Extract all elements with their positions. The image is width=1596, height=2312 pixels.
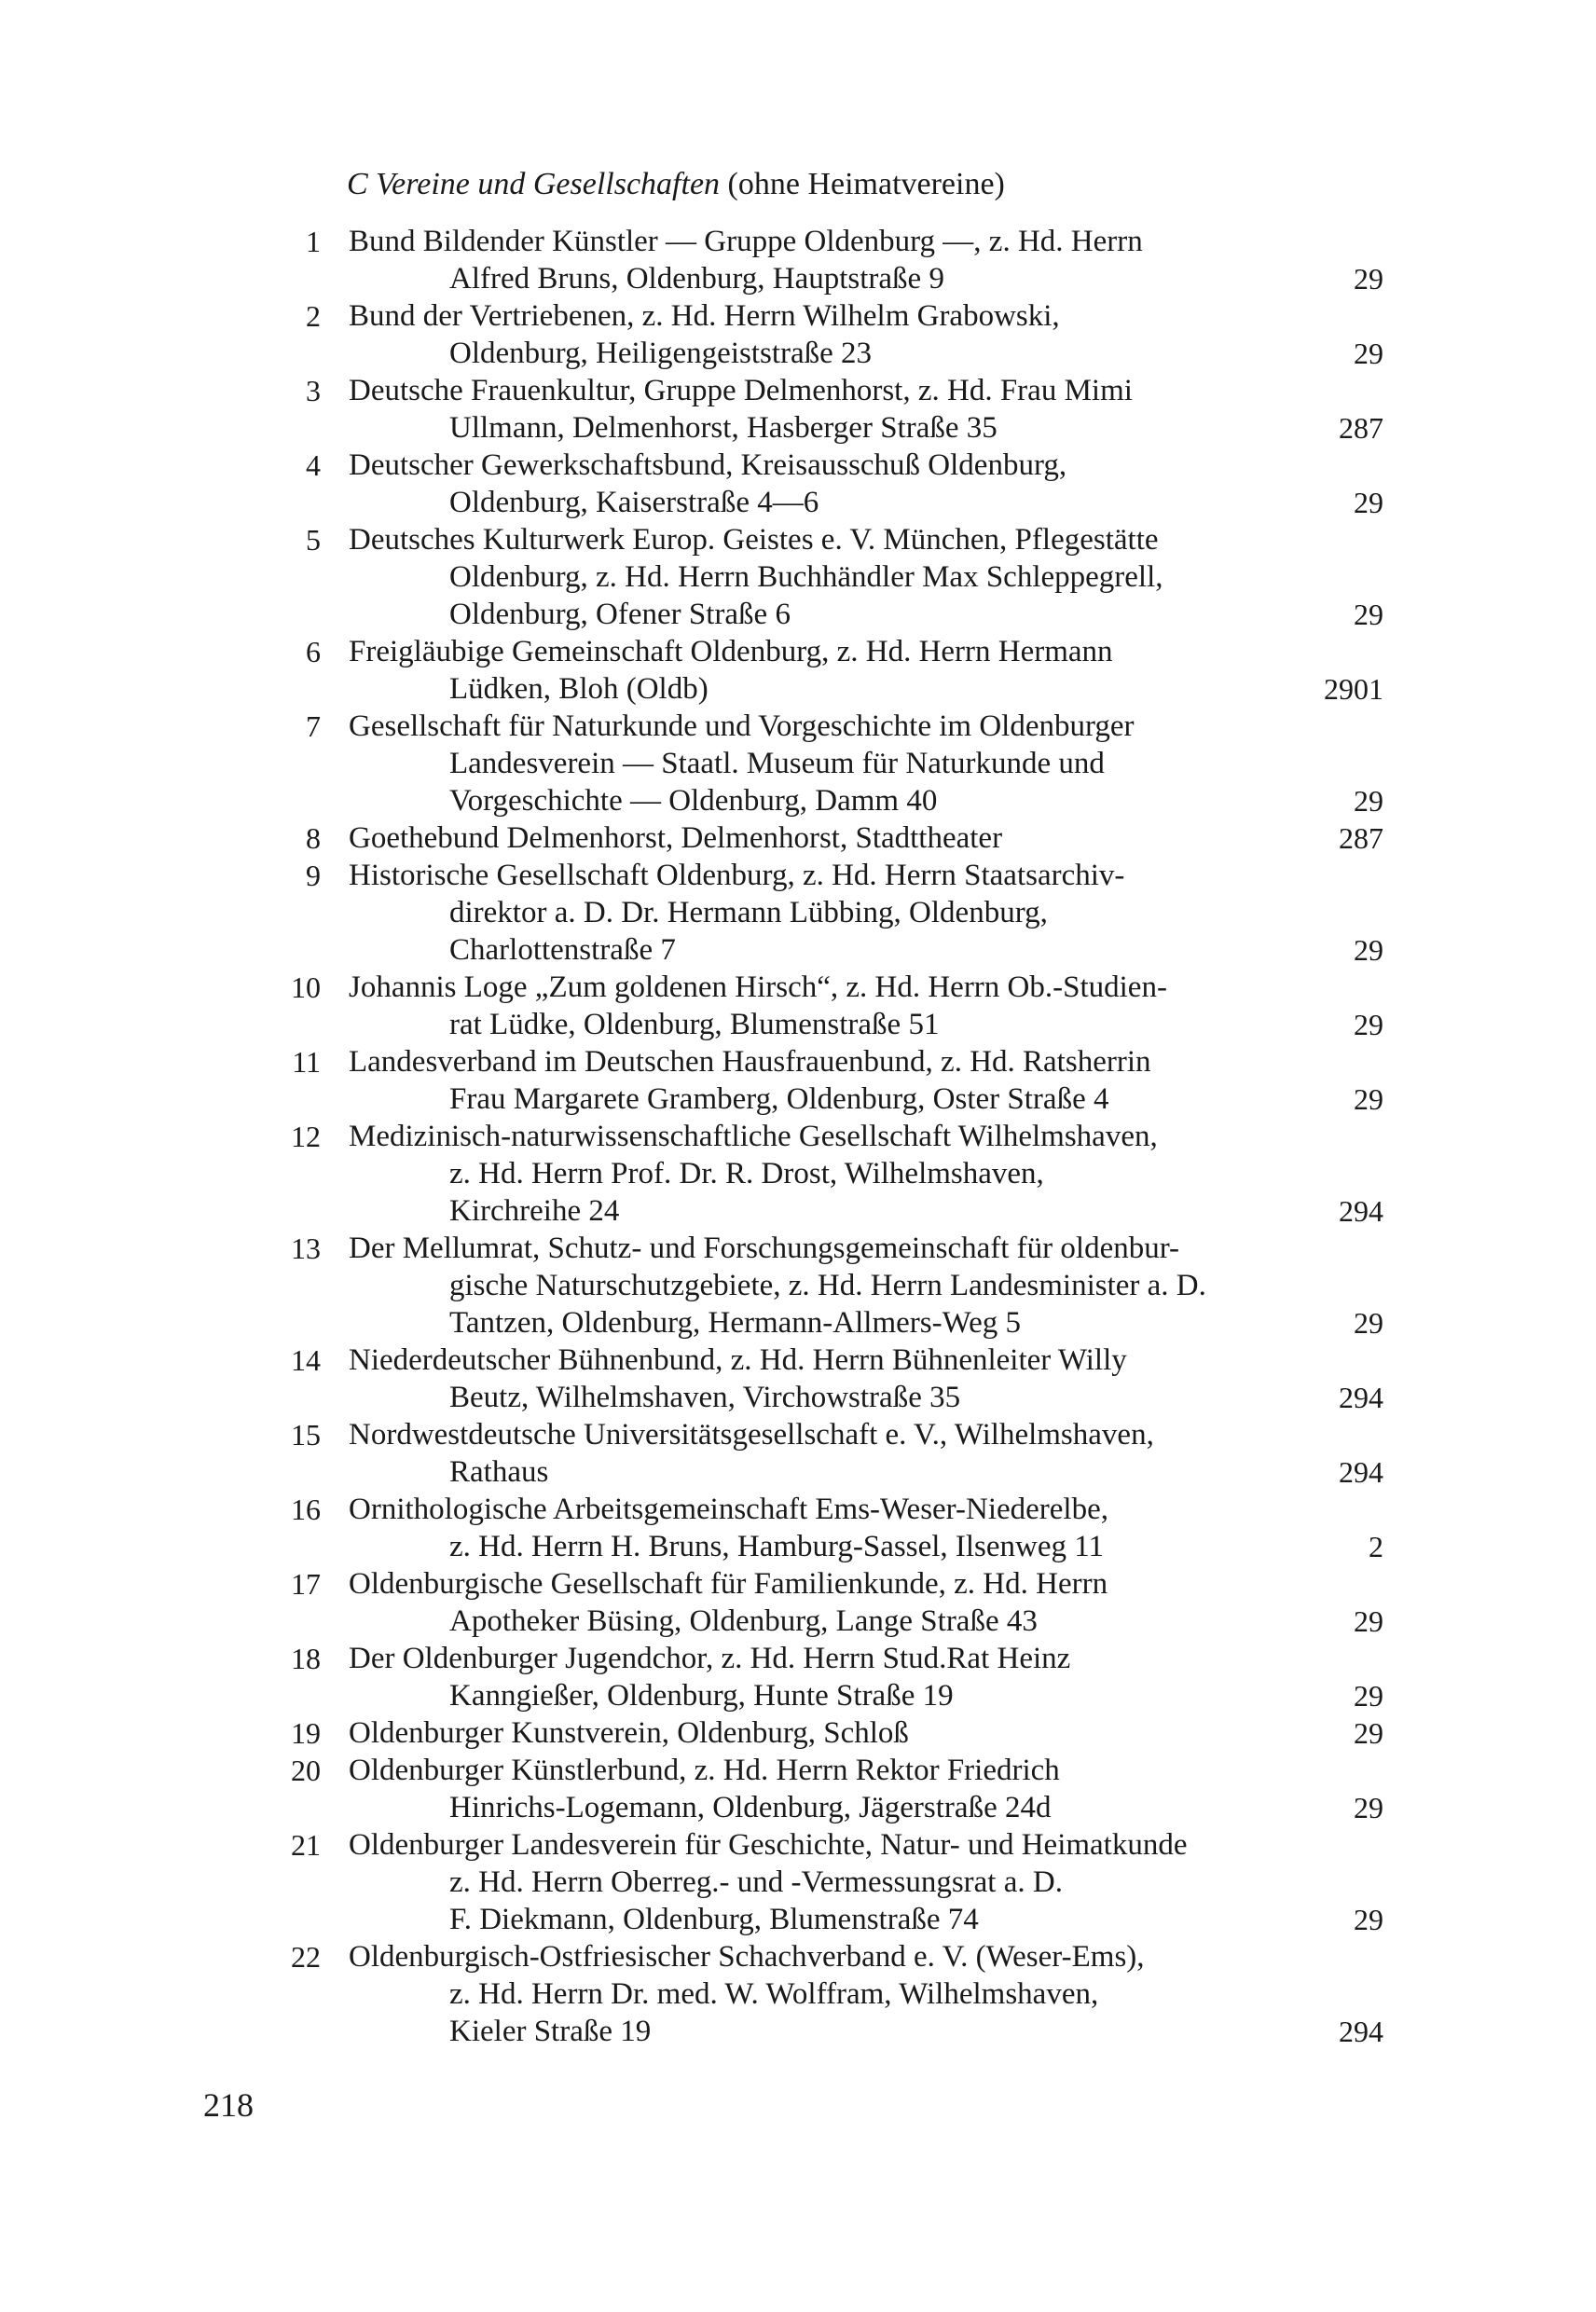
entry-number: 22 [291,1940,321,1974]
entry-number: 3 [306,374,321,407]
entry-text: Niederdeutscher Bühnenbund, z. Hd. Herrn Bühnenleiter Willy [349,1343,1127,1377]
entry-text: Oldenburg, Kaiserstraße 4—6 [449,486,819,519]
entry-text: gische Naturschutzgebiete, z. Hd. Herrn Landesminister a. D. [449,1269,1206,1302]
entry-text: Oldenburg, Ofener Straße 6 [449,598,791,631]
entry-text: Historische Gesellschaft Oldenburg, z. Hd. Herrn Staatsarchiv- [349,859,1125,892]
entry-text: Bund der Vertriebenen, z. Hd. Herrn Wilhelm Grabowski, [349,299,1060,333]
entry-number: 9 [306,859,321,892]
entry-text: Oldenburgisch-Ostfriesischer Schachverband e. V. (Weser-Ems), [349,1940,1145,1974]
entry-text: Alfred Bruns, Oldenburg, Hauptstraße 9 [449,262,944,296]
list-item [0,633,1596,708]
entry-text: Apotheker Büsing, Oldenburg, Lange Straße 43 [449,1604,1038,1638]
entry-line [0,297,1596,335]
entry-number: 8 [306,821,321,855]
entry-code: 29 [1354,1716,1383,1750]
entry-line [0,1155,1596,1192]
entry-code: 29 [1354,1903,1383,1936]
entry-number: 1 [306,225,321,258]
entry-text: Frau Margarete Gramberg, Oldenburg, Oster Straße 4 [449,1082,1109,1116]
entry-code: 294 [1339,2015,1383,2048]
entry-text: Gesellschaft für Naturkunde und Vorgeschichte im Oldenburger [349,709,1135,743]
entry-text: Bund Bildender Künstler — Gruppe Oldenburg —, z. Hd. Herrn [349,225,1143,258]
entry-line [0,745,1596,782]
entry-number: 5 [306,523,321,557]
entry-code: 29 [1354,1082,1383,1116]
entry-text: direktor a. D. Dr. Hermann Lübbing, Oldenburg, [449,896,1048,929]
list-item [0,1826,1596,1938]
list-item [0,1416,1596,1491]
entry-line [0,1491,1596,1528]
entry-text: Vorgeschichte — Oldenburg, Damm 40 [449,784,938,818]
list-item [0,297,1596,372]
entry-number: 18 [291,1642,321,1675]
entry-text: Oldenburger Kunstverein, Oldenburg, Schloß [349,1716,909,1750]
entry-line [0,857,1596,894]
entry-text: z. Hd. Herrn Dr. med. W. Wolffram, Wilhelmshaven, [449,1977,1099,2011]
entry-text: F. Diekmann, Oldenburg, Blumenstraße 74 [449,1903,979,1936]
entry-text: Deutscher Gewerkschaftsbund, Kreisausschuß Oldenburg, [349,448,1067,482]
entry-line [0,1975,1596,2013]
entry-text: Kirchreihe 24 [449,1194,620,1228]
list-item [0,1714,1596,1752]
entry-code: 29 [1354,1306,1383,1340]
entry-number: 6 [306,635,321,668]
entry-text: Oldenburg, z. Hd. Herrn Buchhändler Max Schleppegrell, [449,560,1163,594]
entry-code: 29 [1354,598,1383,631]
entry-list [0,223,1596,2050]
entry-line [0,1938,1596,1975]
list-item [0,1752,1596,1826]
entry-code: 294 [1339,1194,1383,1228]
list-item [0,1565,1596,1640]
list-item [0,1118,1596,1230]
entry-text: Landesverband im Deutschen Hausfrauenbund, z. Hd. Ratsherrin [349,1045,1151,1079]
list-item [0,969,1596,1043]
entry-number: 11 [292,1045,321,1079]
entry-line [0,1864,1596,1901]
entry-line [0,633,1596,670]
entry-text: Oldenburger Künstlerbund, z. Hd. Herrn Rektor Friedrich [349,1754,1060,1787]
entry-code: 287 [1339,411,1383,445]
list-item [0,708,1596,819]
list-item [0,447,1596,521]
entry-text: Deutsche Frauenkultur, Gruppe Delmenhorst, z. Hd. Frau Mimi [349,374,1133,407]
entry-code: 29 [1354,1679,1383,1713]
entry-code: 29 [1354,1008,1383,1041]
entry-line [0,521,1596,558]
entry-line [0,1416,1596,1453]
entry-line [0,1565,1596,1603]
entry-code: 29 [1354,933,1383,967]
entry-number: 4 [306,448,321,482]
entry-text: Ullmann, Delmenhorst, Hasberger Straße 35 [449,411,998,445]
entry-text: Johannis Loge „Zum goldenen Hirsch“, z. Hd. Herrn Ob.-Studien- [349,970,1167,1004]
entry-text: Deutsches Kulturwerk Europ. Geistes e. V. München, Pflegestätte [349,523,1159,557]
entry-code: 29 [1354,486,1383,519]
entry-text: z. Hd. Herrn Prof. Dr. R. Drost, Wilhelmshaven, [449,1157,1044,1190]
list-item [0,1342,1596,1416]
entry-text: Beutz, Wilhelmshaven, Virchowstraße 35 [449,1381,961,1414]
list-item [0,1938,1596,2050]
entry-line [0,1118,1596,1155]
entry-text: Charlottenstraße 7 [449,933,676,967]
entry-code: 2901 [1324,672,1383,706]
entry-line [0,558,1596,596]
list-item [0,1640,1596,1714]
entry-code: 29 [1354,337,1383,370]
entry-line [0,969,1596,1006]
entry-number: 20 [291,1754,321,1787]
entry-code: 29 [1354,1604,1383,1638]
entry-text: Der Mellumrat, Schutz- und Forschungsgemeinschaft für oldenbur- [349,1232,1180,1265]
entry-text: z. Hd. Herrn Oberreg.- und -Vermessungsrat a. D. [449,1865,1063,1899]
list-item [0,223,1596,297]
entry-line [0,1267,1596,1304]
list-item [0,372,1596,447]
entry-text: Kieler Straße 19 [449,2015,652,2048]
list-item [0,1230,1596,1342]
entry-line [0,1230,1596,1267]
entry-text: z. Hd. Herrn H. Bruns, Hamburg-Sassel, Ilsenweg 11 [449,1530,1105,1563]
section-heading-italic: C Vereine und Gesellschaften [347,167,721,201]
entry-text: Oldenburger Landesverein für Geschichte, Natur- und Heimatkunde [349,1828,1188,1862]
section-heading-rest: (ohne Heimatvereine) [720,167,1005,201]
entry-code: 2 [1369,1530,1383,1563]
entry-line [0,1528,1596,1565]
entry-number: 21 [291,1828,321,1862]
entry-number: 2 [306,299,321,333]
entry-code: 294 [1339,1455,1383,1489]
entry-line [0,1043,1596,1080]
entry-text: Oldenburg, Heiligengeiststraße 23 [449,337,873,370]
list-item [0,1043,1596,1118]
page-number: 218 [203,2086,254,2124]
entry-line [0,447,1596,484]
list-item [0,1491,1596,1565]
entry-code: 294 [1339,1381,1383,1414]
entry-code: 29 [1354,262,1383,296]
entry-number: 7 [306,709,321,743]
entry-line [0,1342,1596,1379]
entry-code: 29 [1354,784,1383,818]
entry-line [0,223,1596,260]
list-item [0,521,1596,633]
entry-text: Kanngießer, Oldenburg, Hunte Straße 19 [449,1679,954,1713]
entry-line [0,1640,1596,1677]
entry-text: Der Oldenburger Jugendchor, z. Hd. Herrn Stud.Rat Heinz [349,1642,1071,1675]
entry-text: Ornithologische Arbeitsgemeinschaft Ems-Weser-Niederelbe, [349,1493,1108,1526]
entry-text: Landesverein — Staatl. Museum für Naturkunde und [449,747,1105,780]
entry-line [0,1752,1596,1789]
entry-number: 10 [291,970,321,1004]
entry-line [0,708,1596,745]
entry-text: rat Lüdke, Oldenburg, Blumenstraße 51 [449,1008,940,1041]
entry-text: Rathaus [449,1455,549,1489]
entry-text: Freigläubige Gemeinschaft Oldenburg, z. Hd. Herrn Hermann [349,635,1113,668]
entry-number: 16 [291,1493,321,1526]
entry-text: Hinrichs-Logemann, Oldenburg, Jägerstraße 24d [449,1791,1052,1824]
entry-number: 19 [291,1716,321,1750]
entry-line [0,894,1596,931]
entry-number: 12 [291,1120,321,1153]
section-heading [347,166,1005,203]
entry-line [0,372,1596,409]
entry-text: Nordwestdeutsche Universitätsgesellschaft e. V., Wilhelmshaven, [349,1418,1154,1452]
list-item [0,857,1596,969]
entry-number: 13 [291,1232,321,1265]
entry-text: Tantzen, Oldenburg, Hermann-Allmers-Weg 5 [449,1306,1021,1340]
entry-number: 17 [291,1567,321,1601]
entry-number: 14 [291,1343,321,1377]
list-item [0,819,1596,857]
entry-line [0,1826,1596,1864]
entry-text: Lüdken, Bloh (Oldb) [449,672,709,706]
entry-number: 15 [291,1418,321,1452]
entry-text: Oldenburgische Gesellschaft für Familienkunde, z. Hd. Herrn [349,1567,1108,1601]
entry-code: 287 [1339,821,1383,855]
entry-text: Medizinisch-naturwissenschaftliche Gesellschaft Wilhelmshaven, [349,1120,1158,1153]
entry-code: 29 [1354,1791,1383,1824]
entry-text: Goethebund Delmenhorst, Delmenhorst, Stadttheater [349,821,1003,855]
